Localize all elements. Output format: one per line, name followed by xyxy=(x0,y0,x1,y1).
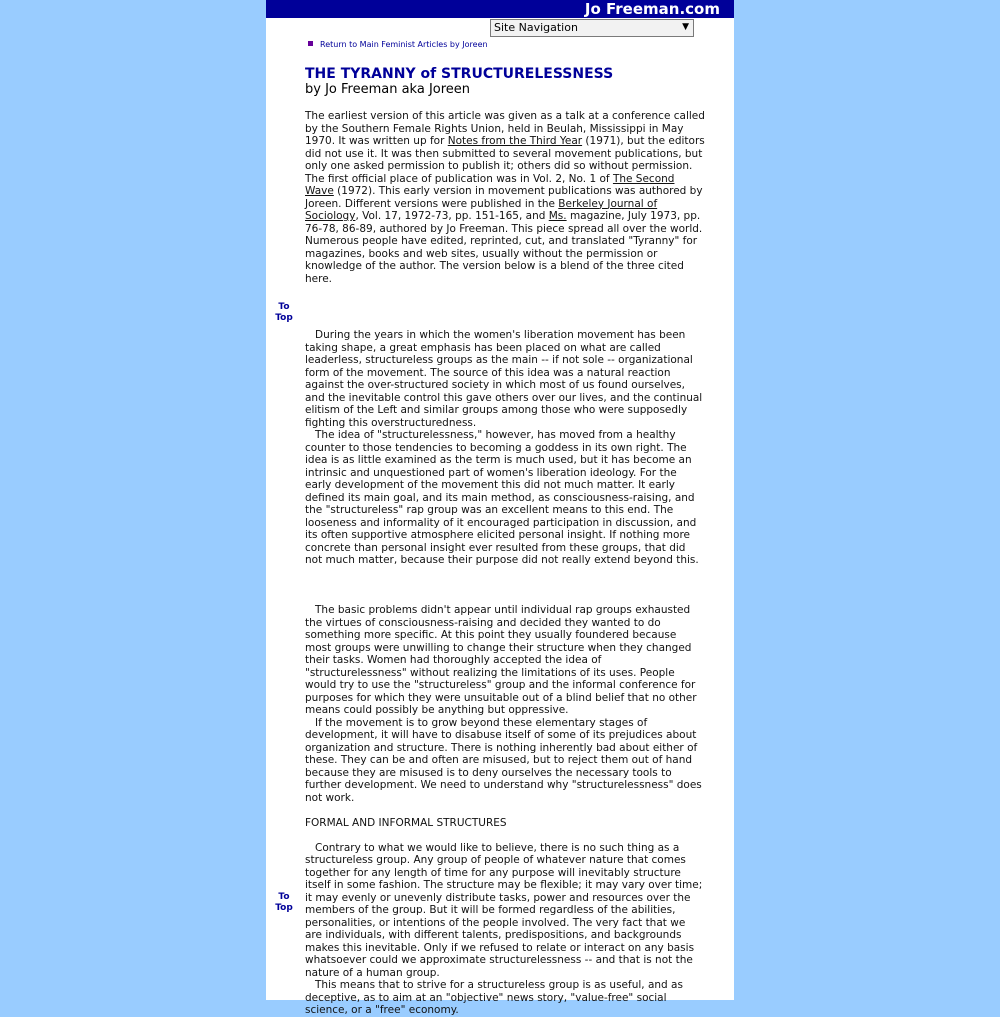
body-section-2 xyxy=(305,604,705,1017)
site-navigation-select[interactable] xyxy=(490,19,694,37)
site-navigation-label: Site Navigation xyxy=(494,21,578,34)
paragraph xyxy=(305,429,705,567)
berkeley-journal-link[interactable]: Berkeley Journal of Sociology xyxy=(305,197,658,222)
paragraph-text: If the movement is to grow beyond these elementary stages of development, it will have to disabuse itself of some of its prejudices about organization and structure. There is nothing inherently bad about either of these. They can be and often are misused, but to reject them out of hand because they are misused is to deny ourselves the necessary tools to further development. We need to understand why "structurelessness" does not work. xyxy=(305,716,702,804)
intro-text: The earliest version of this article was given as a talk at a conference called by the Southern Female Rights Union, held in Beulah, Mississippi in May 1970. It was written up for xyxy=(305,110,705,147)
notes-from-third-year-link[interactable]: Notes from the Third Year xyxy=(447,135,583,147)
body-section-1 xyxy=(305,329,705,567)
bullet-icon xyxy=(308,41,313,46)
paragraph xyxy=(305,979,705,1017)
site-title[interactable]: Jo Freeman.com xyxy=(584,0,720,18)
ms-magazine-link[interactable]: Ms. xyxy=(548,210,567,222)
intro-paragraph xyxy=(305,110,705,285)
return-to-feminist-articles-link[interactable]: Return to Main Feminist Articles by Joreen xyxy=(320,40,488,49)
paragraph-text: During the years in which the women's liberation movement has been taking shape, a great emphasis has been placed on what are called leaderless, structureless groups as the main -- if not sole -- organizational form of the movement. The source of this idea was a natural reaction against the over-structured society in which most of us found ourselves, and the inevitable control this gave others over our lives, and the continual elitism of the Left and similar groups among those who were supposedly fighting this overstructuredness. xyxy=(305,329,703,429)
paragraph xyxy=(305,717,705,805)
section-heading: FORMAL AND INFORMAL STRUCTURES xyxy=(305,816,507,829)
paragraph-text: Contrary to what we would like to believe, there is no such thing as a structureless group. Any group of people of whatever nature that comes together for any length of time for any purpose will inevitably structure itself in some fashion. The structure may be flexible; it may vary over time; it may evenly or unevenly distribute tasks, power and resources over the members of the group. But it will be formed regardless of the abilities, personalities, or intentions of the people involved. The very fact that we are individuals, with different talents, predispositions, and backgrounds makes this inevitable. Only if we refused to relate or interact on any basis whatsoever could we approximate structurelessness -- and that is not the nature of a human group. xyxy=(305,841,703,979)
to-top-link[interactable]: To Top xyxy=(275,892,293,913)
intro-text: (1971), but the editors did not use it. It was then submitted to several movement publications, but only one asked permission to publish it; others did so without permission. The first official place of publication was in Vol. 2, No. 1 of xyxy=(305,135,705,185)
site-banner xyxy=(266,0,734,18)
page-column xyxy=(266,0,734,1016)
paragraph xyxy=(305,604,705,717)
chevron-down-icon: ▼ xyxy=(682,22,689,32)
publication-history-note xyxy=(305,110,705,285)
intro-text: (1972). This early version in movement publications was authored by Joreen. Different versions were published in the xyxy=(305,185,703,210)
intro-text: magazine, July 1973, pp. 76-78, 86-89, authored by Jo Freeman. This piece spread all over the world. Numerous people have edited, reprinted, cut, and translated "Tyranny" for magazines, books and web sites, usually without the permission or knowledge of the author. The version below is a blend of the three cited here. xyxy=(305,210,703,285)
paragraph xyxy=(305,329,705,429)
second-wave-link[interactable]: The Second Wave xyxy=(305,172,675,197)
paragraph-text: The basic problems didn't appear until individual rap groups exhausted the virtues of consciousness-raising and decided they wanted to do something more specific. At this point they usually foundered because most groups were unwilling to change their structure when they changed their tasks. Women had thoroughly accepted the idea of "structurelessness" without realizing the limitations of its uses. People would try to use the "structureless" group and the informal conference for purposes for which they were unsuitable out of a blind belief that no other means could possibly be anything but oppressive. xyxy=(305,604,697,716)
intro-text: , Vol. 17, 1972-73, pp. 151-165, and xyxy=(355,210,549,222)
paragraph-text: This means that to strive for a structureless group is as useful, and as deceptive, as to aim at an "objective" news story, "value-free" social science, or a "free" economy. xyxy=(305,979,683,1016)
article-title: THE TYRANNY of STRUCTURELESSNESS xyxy=(305,66,614,82)
article-byline: by Jo Freeman aka Joreen xyxy=(305,82,471,97)
paragraph xyxy=(305,842,705,980)
paragraph-text: The idea of "structurelessness," however, has moved from a healthy counter to those tendencies to becoming a goddess in its own right. The idea is as little examined as the term is much used, but it has become an intrinsic and unquestioned part of women's liberation ideology. For the early development of the movement this did not much matter. It early defined its main goal, and its main method, as consciousness-raising, and the "structureless" rap group was an excellent means to this end. The looseness and informality of it encouraged participation in discussion, and its often supportive atmosphere elicited personal insight. If nothing more concrete than personal insight ever resulted from these groups, that did not much matter, because their purpose did not really extend beyond this. xyxy=(305,429,699,566)
return-link-row xyxy=(308,39,488,51)
to-top-link[interactable]: To Top xyxy=(275,302,293,323)
